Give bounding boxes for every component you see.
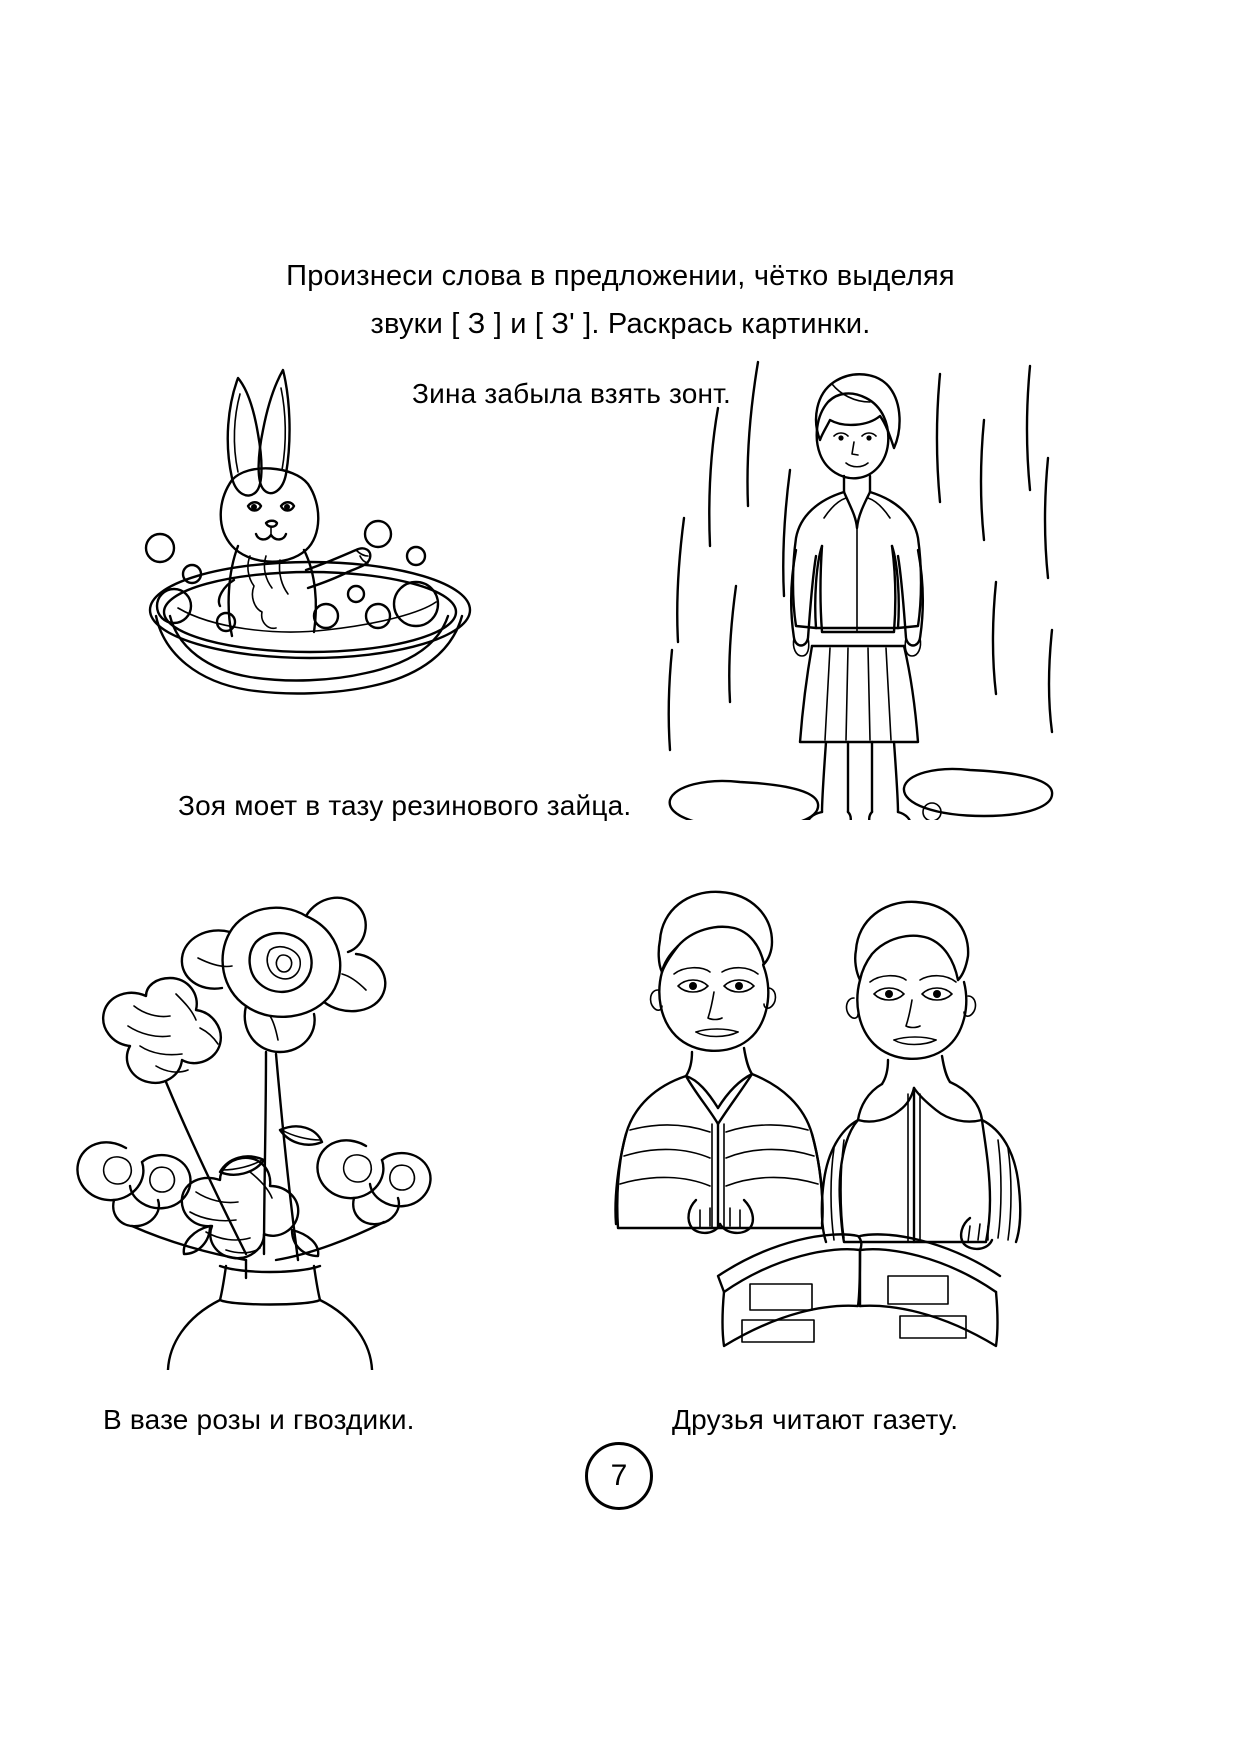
instruction-line-1: Произнеси слова в предложении, чётко выделяя <box>286 260 955 292</box>
caption-zoya: Зоя моет в тазу резинового зайца. <box>178 790 632 821</box>
page-number: 7 <box>585 1442 653 1510</box>
illustration-bunny-in-washtub <box>120 360 500 700</box>
illustration-boys-reading-newspaper <box>600 880 1070 1360</box>
caption-vaza: В вазе розы и гвоздики. <box>103 1404 415 1435</box>
illustration-vase-with-flowers <box>70 830 490 1370</box>
instruction-line-2: звуки [ З ] и [ З' ]. Раскрась картинки. <box>370 308 871 340</box>
instruction-text <box>0 252 1241 348</box>
caption-gazeta: Друзья читают газету. <box>672 1404 959 1435</box>
illustration-girl-in-rain <box>640 350 1100 820</box>
caption-zina: Зина забыла взять зонт. <box>412 378 732 409</box>
